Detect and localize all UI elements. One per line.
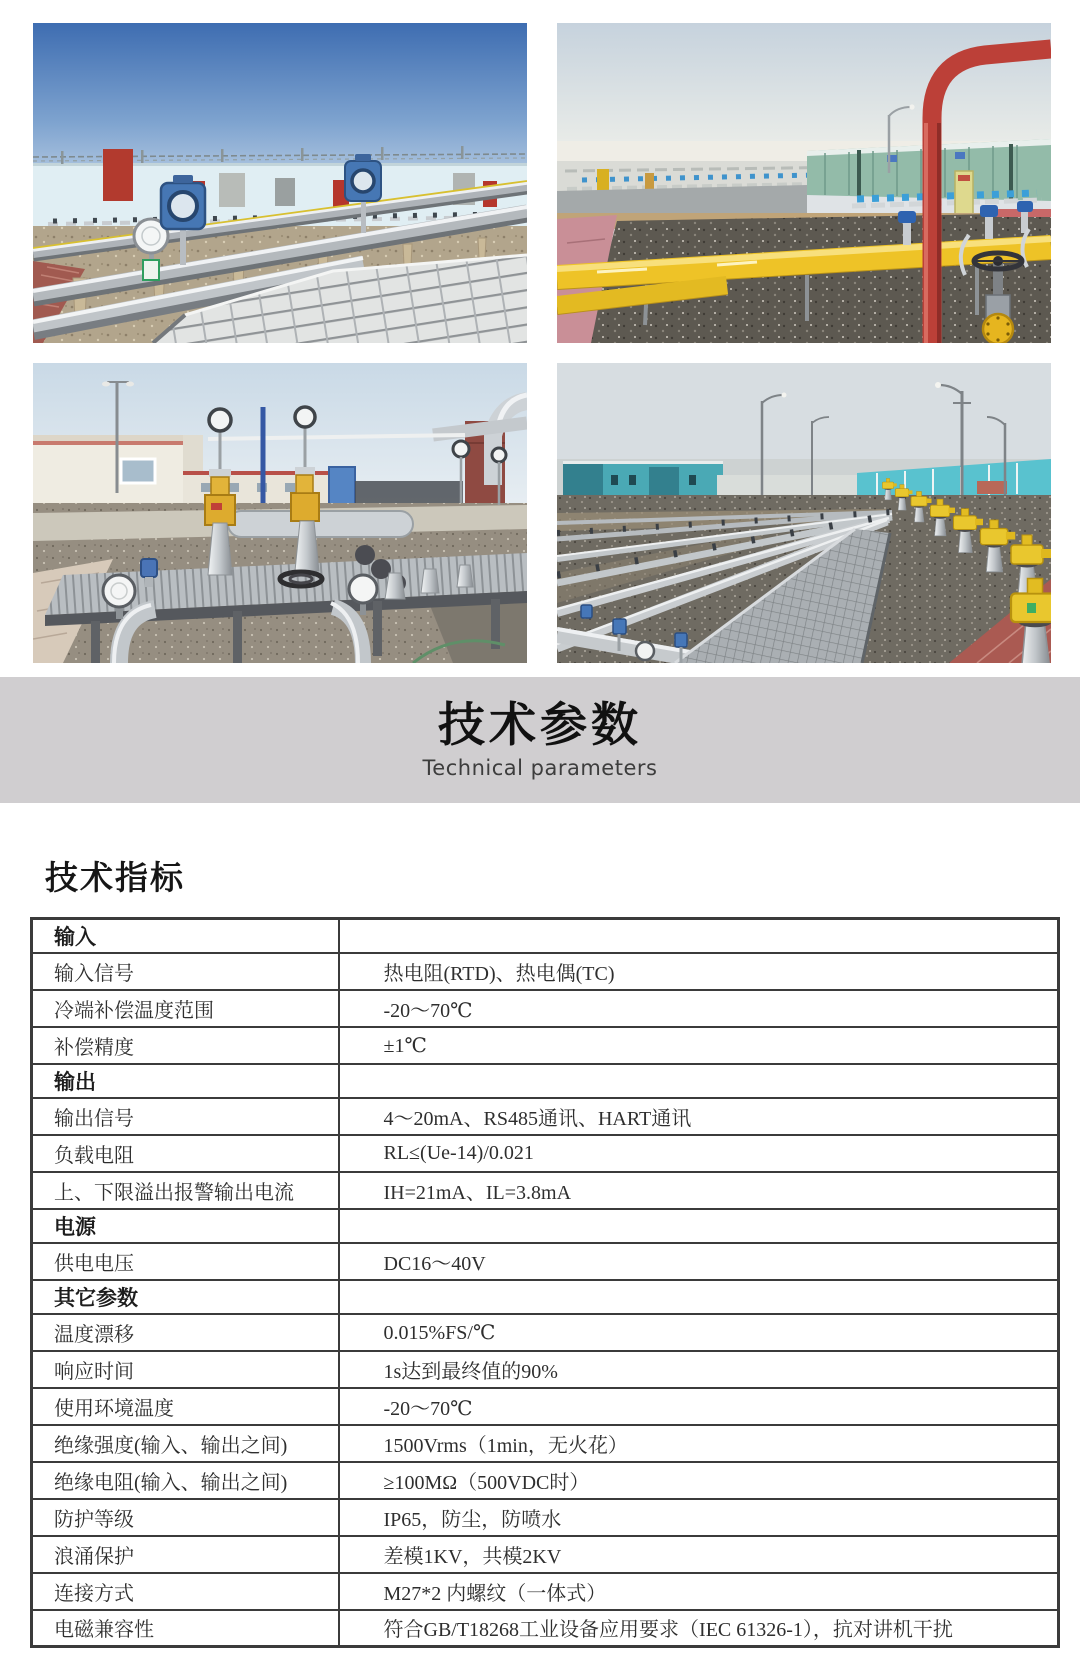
table-row [32, 1314, 1059, 1351]
spec-label-cell: 连接方式 [32, 1573, 339, 1610]
table-row [32, 1499, 1059, 1536]
table-row [32, 1573, 1059, 1610]
spec-label-cell: 电磁兼容性 [32, 1610, 339, 1647]
table-row [32, 1064, 1059, 1098]
table-row [32, 953, 1059, 990]
spec-table [30, 917, 1060, 1648]
pipeline-rows-image [557, 363, 1051, 663]
table-row [32, 1388, 1059, 1425]
spec-value-cell: IP65，防尘，防喷水 [339, 1499, 1059, 1536]
spec-value-cell [339, 1064, 1059, 1098]
photo-station-yard [557, 23, 1051, 343]
table-row [32, 1462, 1059, 1499]
spec-label-cell: 温度漂移 [32, 1314, 339, 1351]
spec-label-cell: 输出 [32, 1064, 339, 1098]
spec-label-cell: 负载电阻 [32, 1135, 339, 1172]
table-row [32, 1172, 1059, 1209]
spec-label-cell: 绝缘强度(输入、输出之间) [32, 1425, 339, 1462]
table-row [32, 1610, 1059, 1647]
spec-label-cell: 冷端补偿温度范围 [32, 990, 339, 1027]
spec-label-cell: 响应时间 [32, 1351, 339, 1388]
spec-label-cell: 绝缘电阻(输入、输出之间) [32, 1462, 339, 1499]
spec-label-cell: 供电电压 [32, 1243, 339, 1280]
spec-label-cell: 补偿精度 [32, 1027, 339, 1064]
spec-label-cell: 防护等级 [32, 1499, 339, 1536]
spec-value-cell: ≥100MΩ（500VDC时） [339, 1462, 1059, 1499]
station-yard-image [557, 23, 1051, 343]
spec-label-cell: 输入信号 [32, 953, 339, 990]
spec-label-cell: 使用环境温度 [32, 1388, 339, 1425]
pipeline-transmitters-image [33, 23, 527, 343]
table-row [32, 1425, 1059, 1462]
spec-label-cell: 其它参数 [32, 1280, 339, 1314]
spec-value-cell: RL≤(Ue-14)/0.021 [339, 1135, 1059, 1172]
table-row [32, 919, 1059, 953]
spec-value-cell: IH=21mA、IL=3.8mA [339, 1172, 1059, 1209]
spec-label-cell: 输出信号 [32, 1098, 339, 1135]
technical-parameters-banner [0, 677, 1080, 803]
spec-value-cell: M27*2 内螺纹（一体式） [339, 1573, 1059, 1610]
spec-label-cell: 电源 [32, 1209, 339, 1243]
spec-label-cell: 浪涌保护 [32, 1536, 339, 1573]
spec-value-cell: DC16～40V [339, 1243, 1059, 1280]
table-row [32, 1098, 1059, 1135]
banner-subtitle: Technical parameters [422, 755, 658, 780]
spec-value-cell: -20～70℃ [339, 1388, 1059, 1425]
spec-value-cell [339, 919, 1059, 953]
table-row [32, 1351, 1059, 1388]
spec-value-cell: 热电阻(RTD)、热电偶(TC) [339, 953, 1059, 990]
photo-pipeline-rows [557, 363, 1051, 663]
spec-label-cell: 上、下限溢出报警输出电流 [32, 1172, 339, 1209]
spec-value-cell: 0.015%FS/℃ [339, 1314, 1059, 1351]
spec-value-cell: 4～20mA、RS485通讯、HART通讯 [339, 1098, 1059, 1135]
table-row [32, 1027, 1059, 1064]
table-row [32, 1135, 1059, 1172]
spec-value-cell: ±1℃ [339, 1027, 1059, 1064]
spec-label-cell: 输入 [32, 919, 339, 953]
specs-heading: 技术指标 [45, 858, 185, 897]
table-row [32, 1209, 1059, 1243]
photo-skid-platform [33, 363, 527, 663]
photo-pipeline-transmitters [33, 23, 527, 343]
spec-value-cell: 1500Vrms（1min，无火花） [339, 1425, 1059, 1462]
spec-value-cell [339, 1280, 1059, 1314]
banner-title: 技术参数 [438, 698, 642, 754]
skid-platform-image [33, 363, 527, 663]
spec-value-cell: 差模1KV，共模2KV [339, 1536, 1059, 1573]
table-row [32, 1243, 1059, 1280]
spec-value-cell [339, 1209, 1059, 1243]
spec-value-cell: 1s达到最终值的90% [339, 1351, 1059, 1388]
spec-value-cell: 符合GB/T18268工业设备应用要求（IEC 61326-1），抗对讲机干扰 [339, 1610, 1059, 1647]
table-row [32, 1280, 1059, 1314]
table-row [32, 1536, 1059, 1573]
table-row [32, 990, 1059, 1027]
spec-value-cell: -20～70℃ [339, 990, 1059, 1027]
